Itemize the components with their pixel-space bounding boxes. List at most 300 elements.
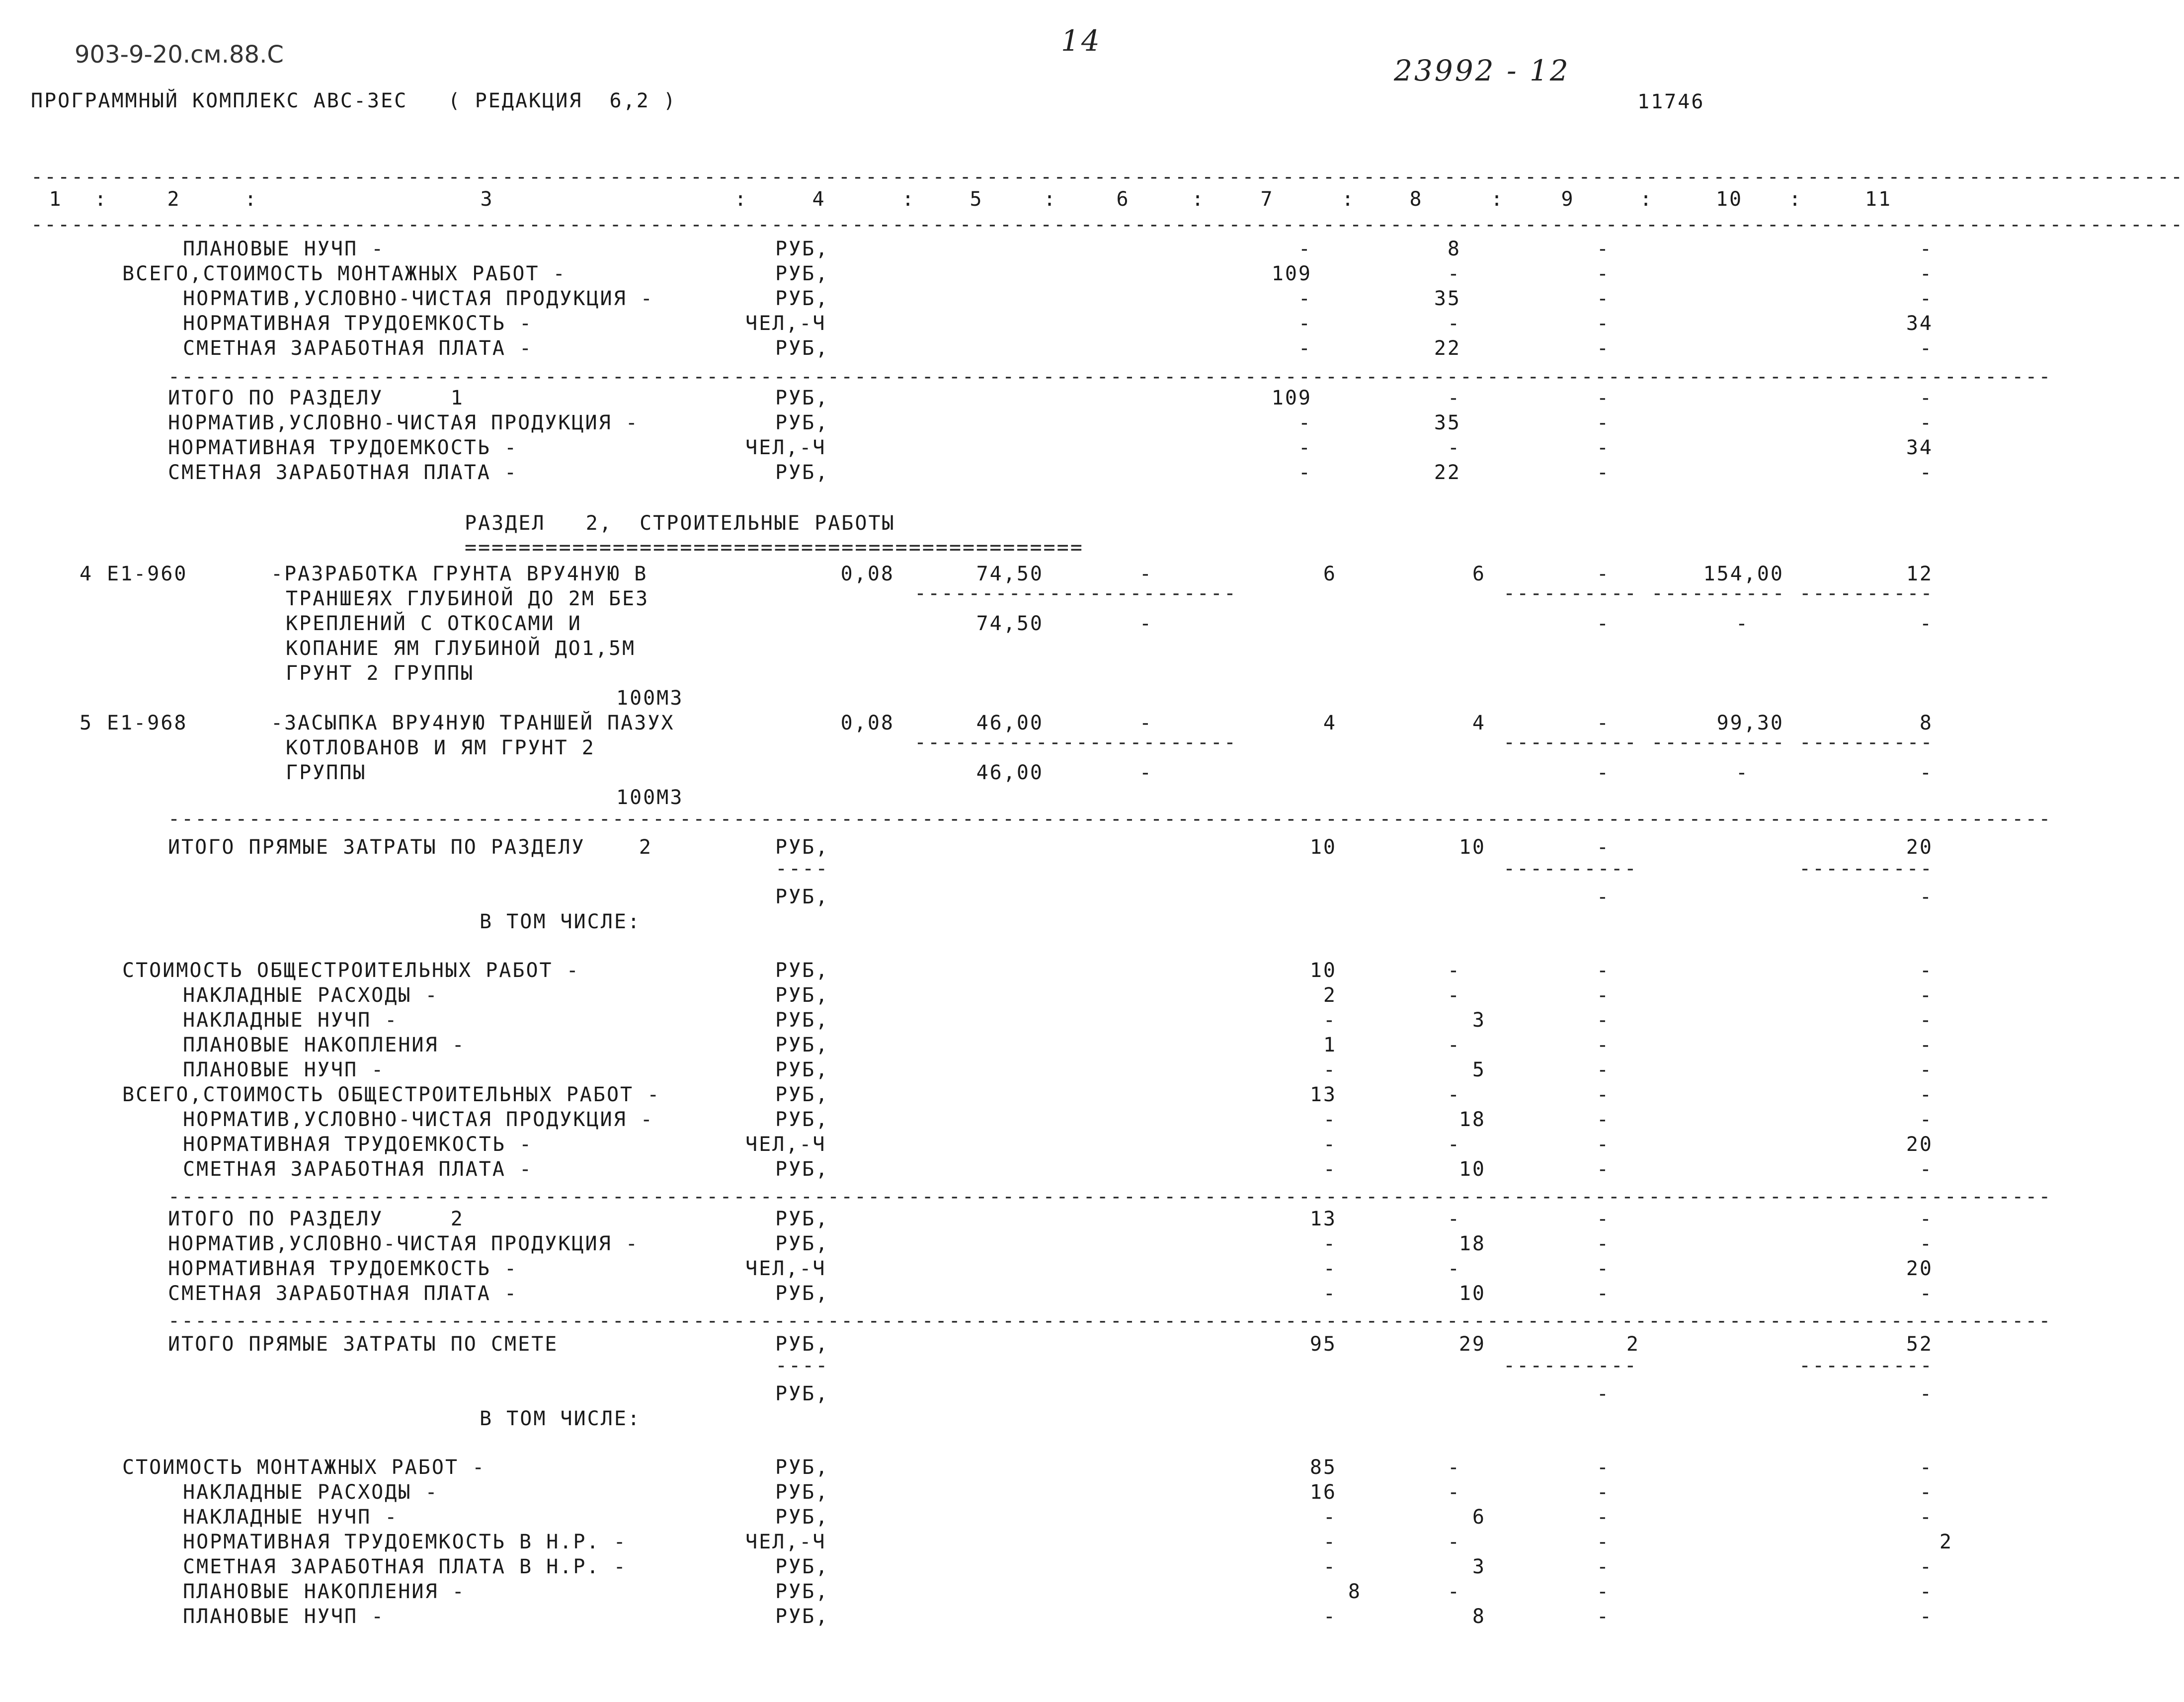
col-sep: :: [902, 188, 916, 211]
row-unit: РУБ,: [775, 959, 829, 982]
col-sep: :: [1491, 188, 1505, 211]
itogo-row: [0, 411, 1966, 436]
sub-rule: ----------: [1503, 1354, 1638, 1377]
cell-c9: -: [1596, 1382, 1610, 1405]
row-label: НОРМАТИВНАЯ ТРУДОЕМКОСТЬ -: [183, 312, 533, 335]
cell-c9: -: [1596, 1158, 1610, 1181]
cell-c7: -: [1298, 238, 1312, 260]
cell-c9: -: [1596, 238, 1610, 260]
cell-c7: 4: [1323, 712, 1337, 734]
document-code: 903-9-20.см.88.С: [75, 41, 284, 69]
row-unit: РУБ,: [775, 1009, 829, 1032]
including-heading: В ТОМ ЧИСЛЕ:: [480, 1407, 641, 1430]
row-label: СМЕТНАЯ ЗАРАБОТНАЯ ПЛАТА -: [168, 461, 518, 484]
cell-c11: -: [1919, 1605, 1933, 1628]
cell-c7: 85: [1309, 1456, 1337, 1479]
summary-row: [0, 337, 1966, 362]
cell-c11: -: [1919, 1282, 1933, 1305]
col-3: 3: [480, 188, 494, 211]
cell-c11: 34: [1906, 312, 1933, 335]
cell-c8: -: [1447, 1531, 1461, 1553]
row-unit: РУБ,: [775, 1555, 829, 1578]
cell-c11: -: [1919, 886, 1933, 908]
row-label: СМЕТНАЯ ЗАРАБОТНАЯ ПЛАТА -: [183, 337, 533, 360]
cell-c9: -: [1596, 1282, 1610, 1305]
itogo-row: [0, 387, 1966, 411]
cell-c7: -: [1323, 1555, 1337, 1578]
row-unit: РУБ,: [775, 1282, 829, 1305]
cell-c9: -: [1596, 1531, 1610, 1553]
row-label: НАКЛАДНЫЕ РАСХОДЫ -: [183, 984, 439, 1007]
row-label: ПЛАНОВЫЕ НУЧП -: [183, 1058, 385, 1081]
sub-rule: ------------------------: [914, 731, 1237, 754]
cell-c8: 6: [1472, 563, 1486, 585]
itogo-row: [0, 1257, 1966, 1282]
cell-c7: 6: [1323, 563, 1337, 585]
breakdown-row: [0, 1034, 1966, 1058]
row-label: НОРМАТИВ,УСЛОВНО-ЧИСТАЯ ПРОДУКЦИЯ -: [168, 1232, 639, 1255]
col-5: 5: [970, 188, 983, 211]
rule-itogo2: --------------------------------------------------------------------------------------------------------------------------------------------: [168, 1185, 2052, 1208]
row-unit: РУБ,: [775, 886, 829, 908]
page-number: 14: [1061, 24, 1102, 58]
cell-c9: -: [1596, 836, 1610, 859]
col-10: 10: [1715, 188, 1743, 211]
cell-c9: -: [1596, 387, 1610, 409]
cell-c9: -: [1596, 1605, 1610, 1628]
cell-c8: -: [1447, 1481, 1461, 1504]
cell-c9: -: [1596, 262, 1610, 285]
cell-c7: -: [1323, 1158, 1337, 1181]
cell-c9: -: [1596, 761, 1610, 784]
cell-c10: -: [1735, 612, 1749, 635]
breakdown-row: [0, 1555, 1966, 1580]
row-label: НОРМАТИВНАЯ ТРУДОЕМКОСТЬ -: [168, 1257, 518, 1280]
section-title-underline: ==============================================: [465, 536, 1084, 559]
breakdown-row: [0, 1158, 1966, 1183]
row-label: СМЕТНАЯ ЗАРАБОТНАЯ ПЛАТА В Н.Р. -: [183, 1555, 627, 1578]
cell-c8: 4: [1472, 712, 1486, 734]
cell-c9: -: [1596, 461, 1610, 484]
cell-c7: 13: [1309, 1208, 1337, 1230]
cell-c7: -: [1298, 411, 1312, 434]
cell-c10: -: [1735, 761, 1749, 784]
rule-header-bottom: ----------------------------------------------------------------------------------------------------------------------------------------------------------------: [31, 213, 2184, 236]
breakdown-row: [0, 1605, 1966, 1630]
col-6: 6: [1116, 188, 1130, 211]
row-label: ПЛАНОВЫЕ НАКОПЛЕНИЯ -: [183, 1580, 466, 1603]
cell-c11: -: [1919, 287, 1933, 310]
cell-c7: 16: [1309, 1481, 1337, 1504]
cell-c7: 13: [1309, 1083, 1337, 1106]
cell-c7: -: [1323, 1232, 1337, 1255]
item-desc-line: ГРУНТ 2 ГРУППЫ: [286, 662, 475, 685]
row-unit: РУБ,: [775, 411, 829, 434]
sub-rule: ----------: [1503, 857, 1638, 880]
cell-c9: -: [1596, 1208, 1610, 1230]
row-label: ВСЕГО,СТОИМОСТЬ ОБЩЕСТРОИТЕЛЬНЫХ РАБОТ -: [122, 1083, 661, 1106]
cell-c7: -: [1298, 337, 1312, 360]
cell-c9: -: [1596, 337, 1610, 360]
cell-c11: -: [1919, 337, 1933, 360]
cell-c11: -: [1919, 387, 1933, 409]
row-unit: РУБ,: [775, 1058, 829, 1081]
cell-c9: -: [1596, 436, 1610, 459]
cell-c11: -: [1919, 1034, 1933, 1056]
cell-c8: 10: [1458, 1282, 1486, 1305]
cell-c7: 95: [1309, 1333, 1337, 1356]
col-7: 7: [1260, 188, 1274, 211]
cell-c11: -: [1919, 1058, 1933, 1081]
row-unit: ЧЕЛ,-Ч: [745, 1257, 826, 1280]
row-unit: РУБ,: [775, 1333, 829, 1356]
cell-c8: 10: [1458, 1158, 1486, 1181]
cell-c9: -: [1596, 1555, 1610, 1578]
row-label: СМЕТНАЯ ЗАРАБОТНАЯ ПЛАТА -: [168, 1282, 518, 1305]
cell-c11: -: [1919, 1580, 1933, 1603]
row-label: НОРМАТИВ,УСЛОВНО-ЧИСТАЯ ПРОДУКЦИЯ -: [183, 287, 654, 310]
row-unit: РУБ,: [775, 836, 829, 859]
row-unit: РУБ,: [775, 1382, 829, 1405]
cell-c7: -: [1298, 461, 1312, 484]
breakdown-row: [0, 1531, 1966, 1555]
cell-c7: -: [1298, 312, 1312, 335]
row-unit: ЧЕЛ,-Ч: [745, 1531, 826, 1553]
item-code: Е1-968: [107, 712, 188, 734]
cell-c5: 74,50: [976, 563, 1044, 585]
col-sep: :: [1192, 188, 1206, 211]
rule-top: ----------------------------------------------------------------------------------------------------------------------------------------------------------------: [31, 165, 2184, 188]
cell-c9: -: [1596, 1009, 1610, 1032]
cell-c9: -: [1596, 411, 1610, 434]
cell-c11: -: [1919, 238, 1933, 260]
breakdown-row: [0, 1083, 1966, 1108]
cell-c8: -: [1447, 312, 1461, 335]
cell-c9: -: [1596, 287, 1610, 310]
cell-c8: 18: [1458, 1232, 1486, 1255]
sub-rule: ----------: [1799, 857, 1934, 880]
cell-c8: -: [1447, 1133, 1461, 1156]
breakdown-row: [0, 1481, 1966, 1506]
row-label: ИТОГО ПО РАЗДЕЛУ 1: [168, 387, 464, 409]
breakdown-row: [0, 959, 1966, 984]
cell-c9: -: [1596, 1108, 1610, 1131]
summary-row: [0, 312, 1966, 337]
cell-c7: -: [1323, 1506, 1337, 1529]
row-unit: ЧЕЛ,-Ч: [745, 436, 826, 459]
col-8: 8: [1409, 188, 1423, 211]
cell-c9: -: [1596, 1133, 1610, 1156]
row-unit: РУБ,: [775, 1208, 829, 1230]
cell-c8: -: [1447, 387, 1461, 409]
item-unit: 100М3: [616, 687, 684, 710]
cell-c9: -: [1596, 1506, 1610, 1529]
item-desc-line: КРЕПЛЕНИЙ С ОТКОСАМИ И: [286, 612, 582, 635]
cell-c11: 8: [1919, 712, 1933, 734]
cell-c8: -: [1447, 959, 1461, 982]
itogo-row: [0, 461, 1966, 486]
cell-c8: 10: [1458, 836, 1486, 859]
cell-c7: 109: [1271, 387, 1312, 409]
row-unit: РУБ,: [775, 984, 829, 1007]
cell-c11: -: [1919, 461, 1933, 484]
row-unit: РУБ,: [775, 1506, 829, 1529]
col-sep: :: [734, 188, 748, 211]
stamp-number: 23992 - 12: [1394, 54, 1570, 87]
cell-c11: 34: [1906, 436, 1933, 459]
sub-rule: ----------: [1799, 1354, 1934, 1377]
row-label: НОРМАТИВНАЯ ТРУДОЕМКОСТЬ -: [168, 436, 518, 459]
cell-c11: -: [1919, 984, 1933, 1007]
item-qty: 0,08: [840, 563, 894, 585]
row-label: ИТОГО ПО РАЗДЕЛУ 2: [168, 1208, 464, 1230]
cell-c7: -: [1323, 1605, 1337, 1628]
cell-c8: 22: [1434, 337, 1461, 360]
row-unit: РУБ,: [775, 1605, 829, 1628]
row-label: НОРМАТИВ,УСЛОВНО-ЧИСТАЯ ПРОДУКЦИЯ -: [183, 1108, 654, 1131]
cell-c6: -: [1139, 563, 1153, 585]
col-11: 11: [1864, 188, 1892, 211]
cell-c9: -: [1596, 886, 1610, 908]
row-label: НАКЛАДНЫЕ НУЧП -: [183, 1009, 399, 1032]
row-unit: РУБ,: [775, 1083, 829, 1106]
summary-row: [0, 287, 1966, 312]
cell-c11: -: [1919, 1456, 1933, 1479]
sub-rule: ---------- ---------- ----------: [1503, 731, 1934, 754]
cell-c9: -: [1596, 1456, 1610, 1479]
cell-c11: -: [1919, 1506, 1933, 1529]
row-label: ПЛАНОВЫЕ НУЧП -: [183, 238, 385, 260]
cell-c8: 35: [1434, 287, 1461, 310]
row-label: ВСЕГО,СТОИМОСТЬ МОНТАЖНЫХ РАБОТ -: [122, 262, 566, 285]
cell-c8: 22: [1434, 461, 1461, 484]
cell-c8: 3: [1472, 1009, 1486, 1032]
sheet-code: 11746: [1637, 90, 1705, 113]
cell-c11: -: [1919, 1009, 1933, 1032]
row-unit: РУБ,: [775, 238, 829, 260]
row-unit: РУБ,: [775, 1580, 829, 1603]
cell-c11: -: [1919, 1083, 1933, 1106]
row-label: ИТОГО ПРЯМЫЕ ЗАТРАТЫ ПО РАЗДЕЛУ 2: [168, 836, 652, 859]
cell-c9: -: [1596, 1481, 1610, 1504]
col-sep: :: [244, 188, 258, 211]
cell-c7: 109: [1271, 262, 1312, 285]
breakdown-row: [0, 1009, 1966, 1034]
cell-c9: -: [1596, 612, 1610, 635]
cell-c8: -: [1447, 262, 1461, 285]
breakdown-row: [0, 1108, 1966, 1133]
row-label: ПЛАНОВЫЕ НУЧП -: [183, 1605, 385, 1628]
cell-c8: 3: [1472, 1555, 1486, 1578]
cell-c11: 2: [1939, 1531, 1953, 1553]
cell-c8: 35: [1434, 411, 1461, 434]
cell-c11: 20: [1906, 1133, 1933, 1156]
cell-c8: -: [1447, 1083, 1461, 1106]
cell-c9: -: [1596, 1058, 1610, 1081]
item-desc-line: КОПАНИЕ ЯМ ГЛУБИНОЙ ДО1,5М: [286, 637, 636, 660]
cell-c5: 46,00: [976, 761, 1044, 784]
cell-c7: 10: [1309, 836, 1337, 859]
col-sep: :: [1342, 188, 1356, 211]
col-sep: :: [1640, 188, 1654, 211]
cell-c8: 5: [1472, 1058, 1486, 1081]
item-unit: 100М3: [616, 786, 684, 809]
row-unit: РУБ,: [775, 1034, 829, 1056]
cell-c8: -: [1447, 1456, 1461, 1479]
row-label: ПЛАНОВЫЕ НАКОПЛЕНИЯ -: [183, 1034, 466, 1056]
breakdown-row: [0, 1133, 1966, 1158]
cell-c9: -: [1596, 1034, 1610, 1056]
item-desc-line: -РАЗРАБОТКА ГРУНТА ВРУ4НУЮ В: [271, 563, 648, 585]
item-qty: 0,08: [840, 712, 894, 734]
cell-c5: 74,50: [976, 612, 1044, 635]
cell-c11: -: [1919, 1382, 1933, 1405]
cell-c7: -: [1298, 436, 1312, 459]
row-unit: РУБ,: [775, 1232, 829, 1255]
item-number: 5: [80, 712, 93, 734]
row-unit: ЧЕЛ,-Ч: [745, 312, 826, 335]
including-heading: В ТОМ ЧИСЛЕ:: [480, 910, 641, 933]
cell-c11: -: [1919, 411, 1933, 434]
cell-c9: -: [1596, 984, 1610, 1007]
cell-c11: -: [1919, 761, 1933, 784]
item-desc-line: ГРУППЫ: [286, 761, 367, 784]
row-unit: ЧЕЛ,-Ч: [745, 1133, 826, 1156]
row-label: ИТОГО ПРЯМЫЕ ЗАТРАТЫ ПО СМЕТЕ: [168, 1333, 559, 1356]
cell-c11: -: [1919, 612, 1933, 635]
breakdown-row: [0, 1456, 1966, 1481]
cell-c8: 18: [1458, 1108, 1486, 1131]
col-9: 9: [1561, 188, 1575, 211]
cell-c8: -: [1447, 984, 1461, 1007]
row-unit: РУБ,: [775, 1481, 829, 1504]
cell-c9: -: [1596, 1083, 1610, 1106]
cell-c8: 8: [1447, 238, 1461, 260]
cell-c7: -: [1323, 1531, 1337, 1553]
unit-rule: ----: [775, 857, 829, 880]
breakdown-row: [0, 1058, 1966, 1083]
cell-c8: -: [1447, 436, 1461, 459]
item-code: Е1-960: [107, 563, 188, 585]
itogo-row: [0, 1232, 1966, 1257]
itogo-row: [0, 1282, 1966, 1307]
col-2: 2: [167, 188, 181, 211]
row-label: НАКЛАДНЫЕ НУЧП -: [183, 1506, 399, 1529]
item-number: 4: [80, 563, 93, 585]
cell-c8: 29: [1458, 1333, 1486, 1356]
column-header-row: [0, 188, 1966, 213]
cell-c5: 46,00: [976, 712, 1044, 734]
col-sep: :: [1789, 188, 1803, 211]
breakdown-row: [0, 1506, 1966, 1531]
summary-row: [0, 238, 1966, 262]
row-label: СТОИМОСТЬ ОБЩЕСТРОИТЕЛЬНЫХ РАБОТ -: [122, 959, 580, 982]
unit-rule: ----: [775, 1354, 829, 1377]
itogo-row: [0, 436, 1966, 461]
breakdown-row: [0, 1580, 1966, 1605]
cell-c7: 10: [1309, 959, 1337, 982]
cell-c11: -: [1919, 1108, 1933, 1131]
cell-c9: -: [1596, 712, 1610, 734]
item-desc-line: -ЗАСЫПКА ВРУ4НУЮ ТРАНШЕЙ ПАЗУХ: [271, 712, 675, 734]
row-unit: РУБ,: [775, 387, 829, 409]
row-label: СТОИМОСТЬ МОНТАЖНЫХ РАБОТ -: [122, 1456, 486, 1479]
cell-c7: -: [1323, 1133, 1337, 1156]
row-unit: РУБ,: [775, 1456, 829, 1479]
cell-c11: -: [1919, 1208, 1933, 1230]
sub-rule: ---------- ---------- ----------: [1503, 582, 1934, 605]
cell-c11: -: [1919, 1158, 1933, 1181]
row-unit: РУБ,: [775, 287, 829, 310]
cell-c7: -: [1323, 1108, 1337, 1131]
row-label: НОРМАТИВНАЯ ТРУДОЕМКОСТЬ -: [183, 1133, 533, 1156]
item-desc-line: КОТЛОВАНОВ И ЯМ ГРУНТ 2: [286, 736, 595, 759]
cell-c10: 154,00: [1703, 563, 1784, 585]
cell-c7: 8: [1348, 1580, 1362, 1603]
item-desc-line: ТРАНШЕЯХ ГЛУБИНОЙ ДО 2М БЕЗ: [286, 587, 649, 610]
cell-c11: -: [1919, 1232, 1933, 1255]
itogo-row: [0, 1208, 1966, 1232]
row-unit: РУБ,: [775, 461, 829, 484]
cell-c8: 6: [1472, 1506, 1486, 1529]
cell-c9: -: [1596, 312, 1610, 335]
summary-row: [0, 262, 1966, 287]
cell-c7: -: [1323, 1257, 1337, 1280]
rule-direct-total: --------------------------------------------------------------------------------------------------------------------------------------------: [168, 1309, 2052, 1332]
cell-c7: 2: [1323, 984, 1337, 1007]
cell-c11: 20: [1906, 1257, 1933, 1280]
col-1: 1: [49, 188, 63, 211]
col-4: 4: [812, 188, 826, 211]
cell-c9: -: [1596, 1580, 1610, 1603]
row-unit: РУБ,: [775, 337, 829, 360]
cell-c11: 52: [1906, 1333, 1933, 1356]
rule-section1: --------------------------------------------------------------------------------------------------------------------------------------------: [168, 365, 2052, 388]
cell-c8: -: [1447, 1208, 1461, 1230]
cell-c9: -: [1596, 959, 1610, 982]
rule-direct2: --------------------------------------------------------------------------------------------------------------------------------------------: [168, 808, 2052, 830]
cell-c11: 12: [1906, 563, 1933, 585]
cell-c8: -: [1447, 1580, 1461, 1603]
cell-c7: -: [1323, 1282, 1337, 1305]
cell-c11: 20: [1906, 836, 1933, 859]
sub-rule: ------------------------: [914, 582, 1237, 605]
cell-c9: -: [1596, 1232, 1610, 1255]
col-sep: :: [94, 188, 108, 211]
cell-c11: -: [1919, 1481, 1933, 1504]
cell-c7: -: [1298, 287, 1312, 310]
cell-c9: -: [1596, 1257, 1610, 1280]
row-unit: РУБ,: [775, 1158, 829, 1181]
cell-c9: 2: [1626, 1333, 1640, 1356]
row-unit: РУБ,: [775, 262, 829, 285]
row-label: НАКЛАДНЫЕ РАСХОДЫ -: [183, 1481, 439, 1504]
cell-c9: -: [1596, 563, 1610, 585]
program-title: ПРОГРАММНЫЙ КОМПЛЕКС АВС-3ЕС ( РЕДАКЦИЯ 6,2 ): [31, 89, 677, 112]
cell-c8: -: [1447, 1034, 1461, 1056]
row-unit: РУБ,: [775, 1108, 829, 1131]
cell-c8: -: [1447, 1257, 1461, 1280]
cell-c6: -: [1139, 712, 1153, 734]
row-label: СМЕТНАЯ ЗАРАБОТНАЯ ПЛАТА -: [183, 1158, 533, 1181]
cell-c7: -: [1323, 1058, 1337, 1081]
cell-c8: 8: [1472, 1605, 1486, 1628]
cell-c7: -: [1323, 1009, 1337, 1032]
row-label: НОРМАТИВНАЯ ТРУДОЕМКОСТЬ В Н.Р. -: [183, 1531, 627, 1553]
cell-c6: -: [1139, 761, 1153, 784]
breakdown-row: [0, 984, 1966, 1009]
cell-c11: -: [1919, 959, 1933, 982]
